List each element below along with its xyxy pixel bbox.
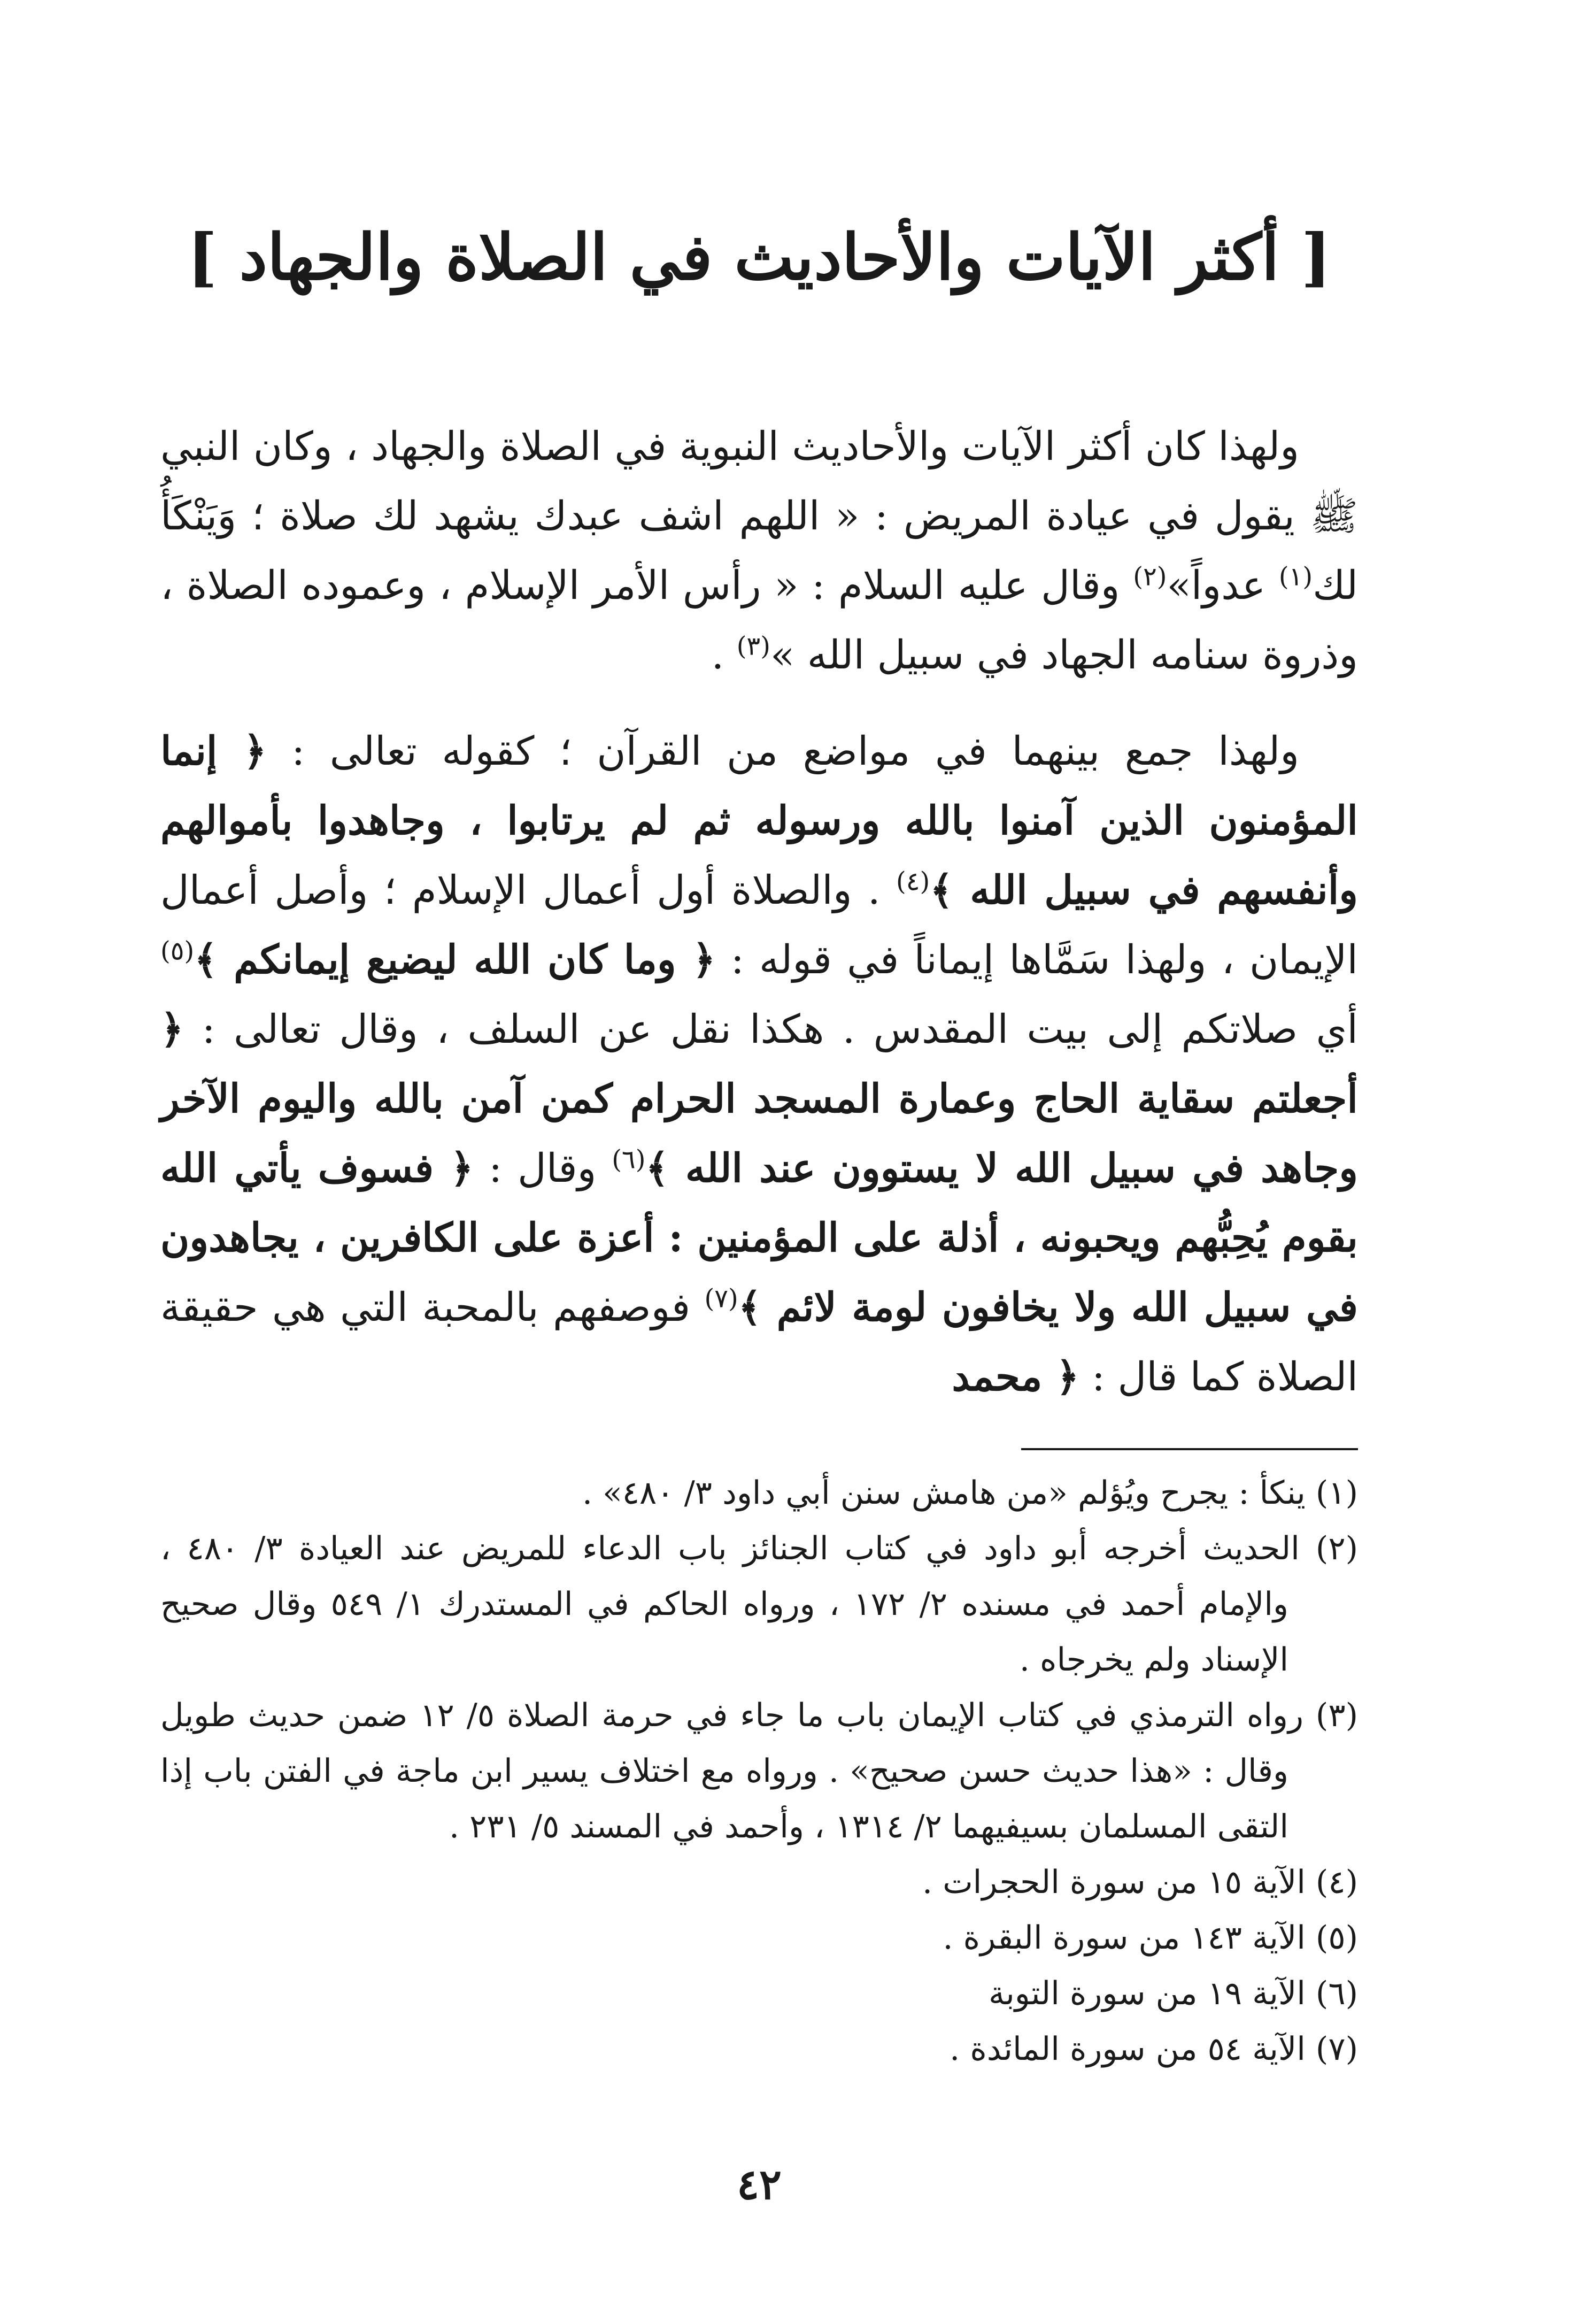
footnote-5: (٥) الآية ١٤٣ من سورة البقرة . bbox=[943, 1919, 1358, 1957]
quran-quote-2: ﴿ وما كان الله ليضيع إيمانكم ﴾ bbox=[194, 937, 716, 983]
book-page bbox=[160, 0, 1358, 2324]
page-title: [ أكثر الآيات والأحاديث في الصلاة والجهاد ] bbox=[187, 220, 1331, 294]
footnote-ref-4: (٤) bbox=[896, 866, 930, 897]
footnote-ref-6: (٦) bbox=[612, 1144, 646, 1175]
footnote-4: (٤) الآية ١٥ من سورة الحجرات . bbox=[922, 1864, 1358, 1901]
paragraph-1-text-4: . bbox=[711, 632, 737, 678]
paragraph-2-text-4: وقال : bbox=[473, 1145, 612, 1191]
footnote-ref-7: (٧) bbox=[704, 1283, 738, 1314]
paragraph-1-text-2: عدواً» bbox=[1167, 563, 1279, 609]
paragraph-1 bbox=[160, 412, 1358, 690]
footnote-3: (٣) رواه الترمذي في كتاب الإيمان باب ما جاء في حرمة الصلاة ٥/ ١٢ ضمن حديث طويل وقال : «هذا حديث حسن صحيح» . ورواه مع اختلاف يسير ابن ماجة في الفتن باب إذا التقى المسلمان بسيفيهما ٢/ ١٣١٤ ، وأحمد في المسند ٥/ ٢٣١ . bbox=[160, 1697, 1358, 1845]
footnote-ref-5: (٥) bbox=[160, 936, 195, 966]
footnote-ref-3: (٣) bbox=[736, 631, 770, 661]
paragraph-2-text-1: ولهذا جمع بينهما في مواضع من القرآن ؛ كقوله تعالى : bbox=[266, 728, 1300, 774]
paragraph-2-text-2: . والصلاة أول أعمال الإسلام ؛ وأصل أعمال الإيمان ، ولهذا سَمَّاها إيماناً في قوله : bbox=[160, 867, 1358, 983]
footnote-6: (٦) الآية ١٩ من سورة التوبة bbox=[988, 1975, 1358, 2012]
page-number: ٤٢ bbox=[737, 2160, 782, 2209]
paragraph-2-text-3: أي صلاتكم إلى بيت المقدس . هكذا نقل عن السلف ، وقال تعالى : bbox=[183, 1006, 1358, 1052]
footnote-7: (٧) الآية ٥٤ من سورة المائدة . bbox=[950, 2030, 1358, 2068]
footnote-2: (٢) الحديث أخرجه أبو داود في كتاب الجنائز باب الدعاء للمريض عند العيادة ٣/ ٤٨٠ ، والإمام أحمد في مسنده ٢/ ١٧٢ ، ورواه الحاكم في المستدرك ١/ ٥٤٩ وقال صحيح الإسناد ولم يخرجاه . bbox=[160, 1530, 1358, 1679]
footnote-divider bbox=[1021, 1448, 1358, 1450]
paragraph-1-text-3: وقال عليه السلام : « رأس الأمر الإسلام ، وعموده الصلاة ، وذروة سنامه الجهاد في سبيل الله » bbox=[160, 563, 1358, 678]
quran-quote-3: ﴿ أجعلتم سقاية الحاج وعمارة المسجد الحرام كمن آمن بالله واليوم الآخر وجاهد في سبيل الله لا يستوون عند الله ﴾ bbox=[160, 1006, 1359, 1191]
footnotes-list bbox=[160, 1465, 1358, 2077]
paragraph-2-text-5: فوصفهم بالمحبة التي هي حقيقة الصلاة كما قال : bbox=[160, 1284, 1358, 1400]
quran-quote-4: ﴿ فسوف يأتي الله بقوم يُحِبُّهم ويحبونه ، أذلة على المؤمنين : أعزة على الكافرين ، يجاهدون في سبيل الله ولا يخافون لومة لائم ﴾ bbox=[160, 1145, 1359, 1330]
paragraph-1-text-1: ولهذا كان أكثر الآيات والأحاديث النبوية في الصلاة والجهاد ، وكان النبي ﷺ يقول في عيادة المريض : « اللهم اشف عبدك يشهد لك صلاة ؛ وَيَنْكَأُ لك bbox=[160, 424, 1358, 609]
quran-quote-1: ﴿ إنما المؤمنون الذين آمنوا بالله ورسوله ثم لم يرتابوا ، وجاهدوا بأموالهم وأنفسهم في سبيل الله ﴾ bbox=[160, 728, 1358, 913]
footnote-ref-1: (١) bbox=[1278, 561, 1313, 592]
quran-quote-5: ﴿ محمد bbox=[952, 1354, 1079, 1400]
footnote-1: (١) ينكأ : يجرح ويُؤلم «من هامش سنن أبي داود ٣/ ٤٨٠» . bbox=[582, 1474, 1358, 1512]
footnote-ref-2: (٢) bbox=[1133, 561, 1167, 592]
paragraph-2 bbox=[160, 717, 1358, 1412]
